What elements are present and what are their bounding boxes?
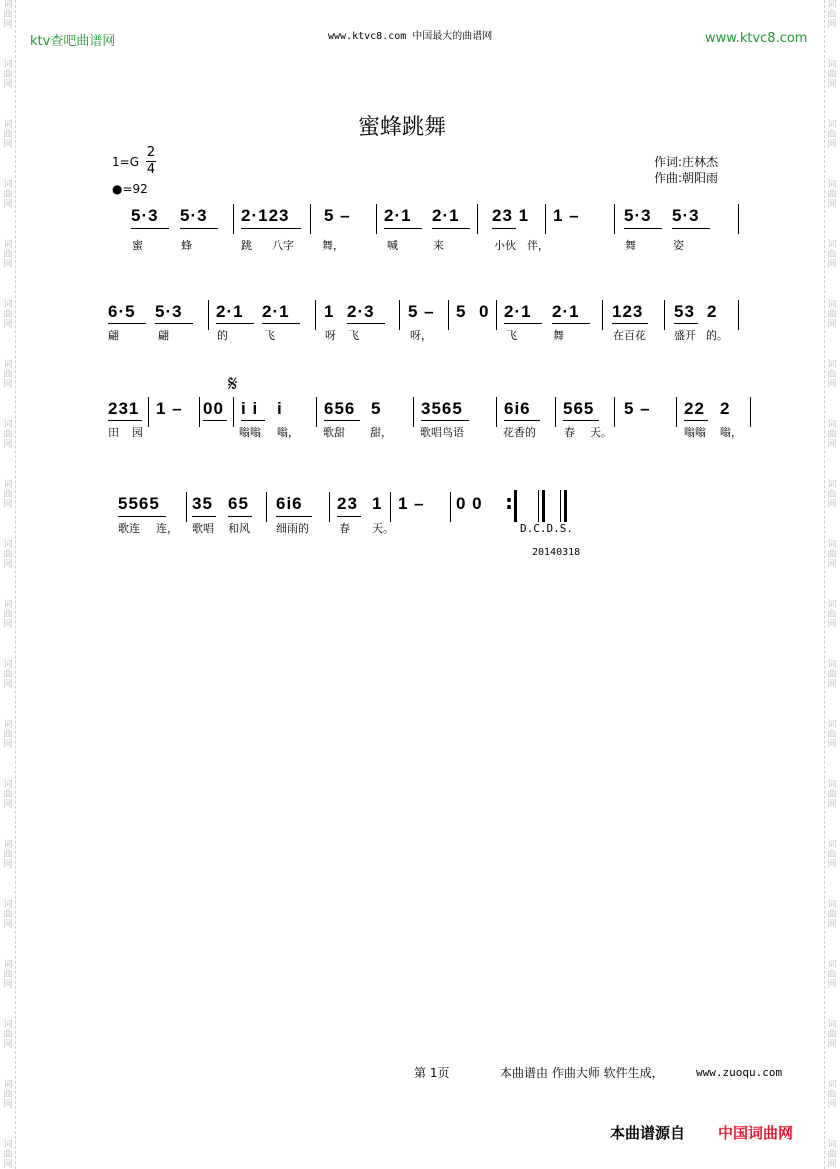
- note-group: 5 –: [324, 206, 351, 225]
- beam-underline: [118, 516, 166, 517]
- right-watermark-strip: [824, 0, 839, 1169]
- beam-underline: [241, 420, 265, 421]
- lyric: 嗡，: [720, 426, 742, 439]
- side-mark: 词曲网: [827, 480, 837, 510]
- note-group: 2·3: [347, 302, 375, 321]
- note-group: 5565: [118, 494, 160, 513]
- bar-line: [413, 397, 414, 427]
- lyric: 天。: [372, 522, 394, 535]
- beam-underline: [563, 420, 599, 421]
- bar-line: [542, 490, 545, 522]
- note-group: 231: [108, 399, 140, 418]
- side-mark: 词曲网: [827, 840, 837, 870]
- note-group: 53: [674, 302, 695, 321]
- bar-line: [310, 204, 311, 234]
- beam-underline: [241, 228, 301, 229]
- bar-line: [750, 397, 751, 427]
- side-mark: 词曲网: [3, 60, 13, 90]
- lyric: 在百花: [613, 329, 646, 342]
- ending-mark: D.C.D.S.: [520, 522, 573, 535]
- note-group: 6·5: [108, 302, 136, 321]
- note-group: 3565: [421, 399, 463, 418]
- generator-text: 本曲谱由 作曲大师 软件生成，: [500, 1066, 664, 1080]
- beam-underline: [337, 516, 361, 517]
- side-mark: 词曲网: [827, 1140, 837, 1169]
- lyric: 伴，: [527, 239, 549, 252]
- beam-underline: [684, 420, 708, 421]
- note-group: 23: [337, 494, 358, 513]
- beam-underline: [624, 228, 662, 229]
- bar-line: [450, 492, 451, 522]
- note-group: 65: [228, 494, 249, 513]
- side-mark: 词曲网: [3, 0, 13, 30]
- bar-line: [496, 397, 497, 427]
- key-signature: 1=G: [112, 155, 139, 169]
- note-group: 565: [563, 399, 595, 418]
- note-group: 2: [707, 302, 718, 321]
- beam-underline: [504, 323, 542, 324]
- left-watermark-strip: [1, 0, 16, 1169]
- lyric: 嗡嗡: [684, 426, 706, 439]
- segno-sign: 𝄋: [228, 372, 238, 397]
- lyric: 歌唱鸟语: [420, 426, 464, 439]
- side-mark: 词曲网: [3, 900, 13, 930]
- bar-line: [233, 204, 234, 234]
- side-mark: 词曲网: [827, 180, 837, 210]
- lyric: 春: [564, 426, 575, 439]
- beam-underline: [384, 228, 422, 229]
- note-group: 6i6: [504, 399, 531, 418]
- note-group: i: [277, 399, 283, 418]
- lyric: 细雨的: [276, 522, 309, 535]
- side-mark: 词曲网: [827, 720, 837, 750]
- note-group: 2·1: [262, 302, 290, 321]
- lyric: 歌甜: [323, 426, 345, 439]
- note-group: 2·1: [384, 206, 412, 225]
- note-group: 0: [479, 302, 490, 321]
- bar-line: [555, 397, 556, 427]
- repeat-bar-line: [514, 490, 517, 522]
- side-mark: 词曲网: [3, 540, 13, 570]
- lyricist-credit: 作词:庄林杰: [654, 155, 719, 169]
- lyric: 蜂: [181, 239, 192, 252]
- beam-underline: [262, 323, 300, 324]
- side-mark: 词曲网: [3, 780, 13, 810]
- side-mark: 词曲网: [3, 120, 13, 150]
- page-number: 第 1页: [414, 1066, 450, 1080]
- note-group: 5 –: [624, 399, 651, 418]
- note-group: 1 –: [398, 494, 425, 513]
- lyric: 嗡嗡: [239, 426, 261, 439]
- beam-underline: [155, 323, 193, 324]
- note-group: 123: [612, 302, 644, 321]
- side-mark: 词曲网: [827, 900, 837, 930]
- beam-underline: [504, 420, 540, 421]
- lyric: 飞: [348, 329, 359, 342]
- beam-underline: [192, 516, 216, 517]
- header-left-site-link[interactable]: ktv查吧曲谱网: [30, 34, 116, 49]
- note-group: 22: [684, 399, 705, 418]
- beam-underline: [552, 323, 590, 324]
- tempo-value: =92: [122, 182, 148, 196]
- bar-line: [233, 397, 234, 427]
- lyric: 的: [217, 329, 228, 342]
- side-mark: 词曲网: [827, 1020, 837, 1050]
- bar-line: [448, 300, 449, 330]
- bar-line: [738, 300, 739, 330]
- side-mark: 词曲网: [3, 720, 13, 750]
- lyric: 呀: [325, 329, 336, 342]
- note-group: 5: [456, 302, 467, 321]
- side-mark: 词曲网: [827, 60, 837, 90]
- lyric: 连，: [156, 522, 178, 535]
- note-group: 0 0: [456, 494, 483, 513]
- beam-underline: [421, 420, 469, 421]
- beam-underline: [108, 323, 146, 324]
- bar-line: [186, 492, 187, 522]
- lyric: 园: [132, 426, 143, 439]
- side-mark: 词曲网: [3, 1080, 13, 1110]
- side-mark: 词曲网: [3, 180, 13, 210]
- lyric: 蜜: [132, 239, 143, 252]
- side-mark: 词曲网: [827, 240, 837, 270]
- side-mark: 词曲网: [827, 600, 837, 630]
- bar-line: [199, 397, 200, 427]
- beam-underline: [674, 323, 698, 324]
- bar-line: [560, 490, 561, 522]
- bar-line: [676, 397, 677, 427]
- beam-underline: [108, 420, 142, 421]
- lyric: 甜，: [370, 426, 392, 439]
- beam-underline: [432, 228, 470, 229]
- side-mark: 词曲网: [3, 360, 13, 390]
- side-mark: 词曲网: [3, 660, 13, 690]
- note-group: 2: [720, 399, 731, 418]
- note-group: 5·3: [131, 206, 159, 225]
- side-mark: 词曲网: [3, 420, 13, 450]
- side-mark: 词曲网: [3, 240, 13, 270]
- note-group: 1: [372, 494, 383, 513]
- source-site-link[interactable]: 中国词曲网: [718, 1124, 794, 1142]
- time-signature: [146, 146, 156, 177]
- date-code: 20140318: [532, 547, 581, 558]
- note-group: i i: [241, 399, 259, 418]
- lyric: 来: [433, 239, 444, 252]
- side-mark: 词曲网: [3, 480, 13, 510]
- note-group: 2·1: [432, 206, 460, 225]
- side-mark: 词曲网: [827, 1080, 837, 1110]
- bar-line: [376, 204, 377, 234]
- note-group: 2·1: [216, 302, 244, 321]
- lyric: 跳: [241, 239, 252, 252]
- lyric: 和风: [228, 522, 250, 535]
- bar-line: [390, 492, 391, 522]
- beam-underline: [612, 323, 648, 324]
- lyric: 飞: [506, 329, 517, 342]
- lyric: 翩: [158, 329, 169, 342]
- bar-line: [738, 204, 739, 234]
- beam-underline: [347, 323, 385, 324]
- side-mark: 词曲网: [827, 780, 837, 810]
- lyric: 田: [108, 426, 119, 439]
- lyric: 花香的: [503, 426, 536, 439]
- beam-underline: [276, 516, 312, 517]
- side-mark: 词曲网: [3, 1020, 13, 1050]
- note-group: 1: [324, 302, 335, 321]
- bar-line: [564, 490, 567, 522]
- side-mark: 词曲网: [3, 840, 13, 870]
- note-group: 2·123: [241, 206, 290, 225]
- note-group: 1 –: [553, 206, 580, 225]
- side-mark: 词曲网: [827, 0, 837, 30]
- note-group: 5·3: [180, 206, 208, 225]
- side-mark: 词曲网: [827, 120, 837, 150]
- side-mark: 词曲网: [827, 960, 837, 990]
- bar-line: [208, 300, 209, 330]
- time-numerator: 2: [146, 145, 156, 160]
- bar-line: [614, 204, 615, 234]
- bar-line: [496, 300, 497, 330]
- bar-line: [399, 300, 400, 330]
- beam-underline: [228, 516, 252, 517]
- beam-underline: [131, 228, 169, 229]
- lyric: 八字: [272, 239, 294, 252]
- bar-line: [266, 492, 267, 522]
- header-center-text: www.ktvc8.com 中国最大的曲谱网: [328, 31, 493, 42]
- source-prefix: 本曲谱源自: [610, 1124, 686, 1142]
- lyric: 的。: [706, 329, 728, 342]
- lyric: 舞: [553, 329, 564, 342]
- lyric: 喊: [387, 239, 398, 252]
- lyric: 翩: [108, 329, 119, 342]
- note-group: 6i6: [276, 494, 303, 513]
- lyric: 盛开: [674, 329, 696, 342]
- header-right-site-link[interactable]: www.ktvc8.com: [705, 31, 808, 46]
- note-group: 35: [192, 494, 213, 513]
- note-group: 656: [324, 399, 356, 418]
- lyric: 呀，: [410, 329, 432, 342]
- lyric: 舞，: [322, 239, 344, 252]
- note-group: 2·1: [552, 302, 580, 321]
- lyric: 姿: [673, 239, 684, 252]
- time-denominator: 4: [146, 162, 156, 177]
- bar-line: [614, 397, 615, 427]
- bar-line: [545, 204, 546, 234]
- beam-underline: [492, 228, 516, 229]
- bar-line: [538, 490, 539, 522]
- lyric: 歌唱: [192, 522, 214, 535]
- composer-credit: 作曲:朝阳雨: [654, 171, 719, 185]
- lyric: 小伙: [494, 239, 516, 252]
- beam-underline: [324, 420, 360, 421]
- tempo-mark: [112, 182, 148, 196]
- song-title: 蜜蜂跳舞: [358, 115, 447, 140]
- note-group: 23 1: [492, 206, 530, 225]
- quarter-note-icon: ●: [112, 182, 123, 196]
- note-group: 00: [203, 399, 224, 418]
- lyric: 歌连: [118, 522, 140, 535]
- bar-line: [477, 204, 478, 234]
- side-mark: 词曲网: [3, 300, 13, 330]
- bar-line: [315, 300, 316, 330]
- side-mark: 词曲网: [827, 420, 837, 450]
- note-group: 5: [371, 399, 382, 418]
- lyric: 舞: [625, 239, 636, 252]
- beam-underline: [672, 228, 710, 229]
- lyric: 春: [339, 522, 350, 535]
- lyric: 飞: [264, 329, 275, 342]
- side-mark: 词曲网: [827, 660, 837, 690]
- bar-line: [316, 397, 317, 427]
- bar-line: [148, 397, 149, 427]
- bar-line: [664, 300, 665, 330]
- bar-line: [602, 300, 603, 330]
- bar-line: [329, 492, 330, 522]
- note-group: 2·1: [504, 302, 532, 321]
- beam-underline: [203, 420, 227, 421]
- repeat-dots: :: [505, 490, 513, 514]
- side-mark: 词曲网: [827, 300, 837, 330]
- note-group: 5·3: [155, 302, 183, 321]
- side-mark: 词曲网: [827, 360, 837, 390]
- side-mark: 词曲网: [827, 540, 837, 570]
- lyric: 天。: [590, 426, 612, 439]
- side-mark: 词曲网: [3, 600, 13, 630]
- side-mark: 词曲网: [3, 960, 13, 990]
- note-group: 5·3: [672, 206, 700, 225]
- note-group: 5·3: [624, 206, 652, 225]
- beam-underline: [216, 323, 254, 324]
- note-group: 5 –: [408, 302, 435, 321]
- lyric: 嗡，: [277, 426, 299, 439]
- generator-url-link[interactable]: www.zuoqu.com: [696, 1066, 783, 1079]
- beam-underline: [180, 228, 218, 229]
- note-group: 1 –: [156, 399, 183, 418]
- side-mark: 词曲网: [3, 1140, 13, 1169]
